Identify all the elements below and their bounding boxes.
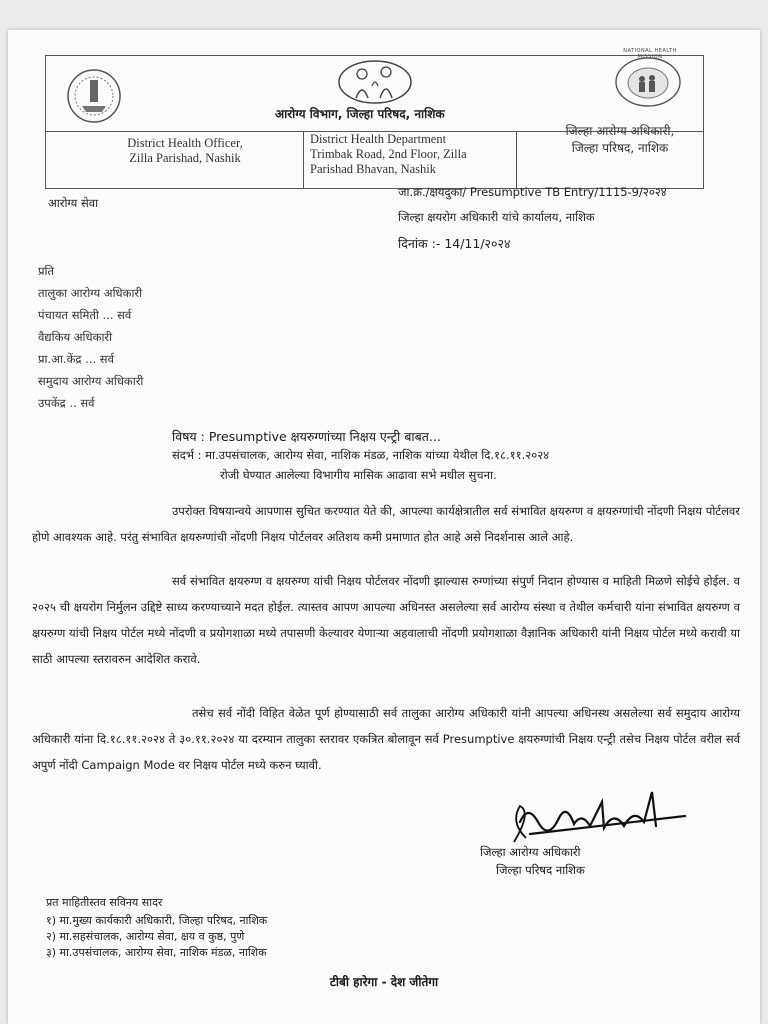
body-paragraph: तसेच सर्व नोंदी विहित वेळेत पूर्ण होण्यासाठी सर्व तालुका आरोग्य अधिकारी यांनी आपल्या अधिनस्थ असलेल्या सर्व समुदाय आरोग्य अधिकारी यांना दि.१८.११.२०२४ ते ३०.११.२०२४ या दरम्यान तालुका स्तरावर एकत्रित बोलावून सर्व Presumptive क्षयरुग्णांची निक्षय एन्ट्री तसेच निक्षय पोर्टल वरील सर्व अपुर्ण नोंदी Campaign Mode वर निक्षय पोर्टल मध्ये करुन घ्यावी. [32, 706, 740, 772]
reference-number: जा.क्र./क्षयदुका/ Presumptive TB Entry/1115-9/२०२४ [398, 185, 667, 199]
reference-block [172, 445, 549, 485]
nhm-logo [612, 55, 684, 109]
issuing-office: जिल्हा क्षयरोग अधिकारी यांचे कार्यालय, नाशिक [398, 210, 595, 224]
signature-block [480, 843, 585, 879]
signatory-title: जिल्हा आरोग्य अधिकारी [480, 845, 581, 859]
tb-slogan: टीबी हारेगा - देश जीतेगा [329, 975, 439, 989]
recipient-line: वैद्यकिय अधिकारी [38, 330, 113, 344]
recipient-line: उपकेंद्र .. सर्व [38, 396, 95, 410]
right-cell-line: जिल्हा परिषद, नाशिक [571, 141, 669, 155]
left-cell-line: Zilla Parishad, Nashik [129, 151, 241, 165]
nhm-logo-text: NATIONAL HEALTH MISSION [623, 48, 677, 60]
copy-to-heading: प्रत माहितीस्तव सविनय सादर [46, 896, 163, 909]
copy-to-block [46, 895, 267, 961]
handwritten-signature [510, 782, 695, 852]
copy-to-item: ३) मा.उपसंचालक, आरोग्य सेवा, नाशिक मंडळ, नाशिक [46, 946, 267, 959]
recipients-block [38, 260, 143, 414]
recipient-line: प्रति [38, 264, 55, 278]
recipient-line: तालुका आरोग्य अधिकारी [38, 286, 143, 300]
government-emblem-logo [62, 66, 126, 126]
recipient-line: प्रा.आ.केंद्र ... सर्व [38, 352, 114, 366]
reference-line: रोजी घेण्यात आलेल्या विभागीय मासिक आढावा सभे मधील सुचना. [220, 468, 497, 482]
recipient-line: पंचायत समिती ... सर्व [38, 308, 132, 322]
copy-to-item: १) मा.मुख्य कार्यकारी अधिकारी, जिल्हा परिषद, नाशिक [46, 914, 268, 927]
letter-date: दिनांक :- 14/11/२०२४ [398, 236, 511, 251]
middle-cell-line: District Health Department [310, 132, 447, 146]
letterhead-middle-cell [310, 132, 467, 177]
left-cell-line: District Health Officer, [127, 136, 243, 150]
subject-line: विषय : Presumptive क्षयरुग्णांच्या निक्षय एन्ट्री बाबत... [172, 429, 441, 444]
letterhead-left-cell [100, 136, 270, 166]
health-department-logo [334, 58, 416, 110]
service-label: आरोग्य सेवा [48, 196, 99, 210]
reference-line: संदर्भ : मा.उपसंचालक, आरोग्य सेवा, नाशिक मंडळ, नाशिक यांच्या येथील दि.१८.११.२०२४ [172, 448, 550, 462]
body-paragraph: सर्व संभावित क्षयरुग्ण व क्षयरुग्ण यांची निक्षय पोर्टलवर नोंदणी झाल्यास रुग्णांच्या संपुर्ण निदान होण्यास व माहिती मिळणे सोईचे होईल. व २०२५ ची क्षयरोग निर्मुलन उद्दिष्टे साध्य करण्याच्याने मदत होईल. त्यास्तव आपण आपल्या अधिनस्त असलेल्या सर्व आरोग्य संस्था व तेथील कर्मचारी यांना संभावित क्षयरुग्ण व क्षयरुग्ण यांची निक्षय पोर्टल मध्ये नोंदणी व प्रयोगशाळा मध्ये तपासणी केल्यावर येणाऱ्या अहवालाची नोंदणी प्रयोगशाळा वैज्ञानिक अधिकारी यांनी निक्षय पोर्टल मध्ये करावी या साठी आपल्या स्तरावरुन आदेशित करावे. [32, 574, 740, 666]
middle-cell-line: Trimbak Road, 2nd Floor, Zilla [310, 147, 467, 161]
letterhead-right-cell [545, 123, 695, 157]
right-cell-line: जिल्हा आरोग्य अधिकारी, [565, 124, 675, 138]
middle-cell-line: Parishad Bhavan, Nashik [310, 162, 437, 176]
department-heading: आरोग्य विभाग, जिल्हा परिषद, नाशिक [275, 107, 445, 121]
body-paragraph: उपरोक्त विषयान्वये आपणास सुचित करण्यात येते की, आपल्या कार्यक्षेत्रातील सर्व संभावित क्षयरुग्ण व क्षयरुग्णांची नोंदणी निक्षय पोर्टलवर होणे आवश्यक आहे. परंतु संभावित क्षयरुग्णांची नोंदणी निक्षय पोर्टलवर अतिशय कमी प्रमाणात होत आहे असे निदर्शनास आले आहे. [32, 504, 740, 544]
signatory-office: जिल्हा परिषद नाशिक [496, 863, 585, 877]
copy-to-item: २) मा.सहसंचालक, आरोग्य सेवा, क्षय व कुष्ठ, पुणे [46, 930, 245, 943]
recipient-line: समुदाय आरोग्य अधिकारी [38, 374, 144, 388]
